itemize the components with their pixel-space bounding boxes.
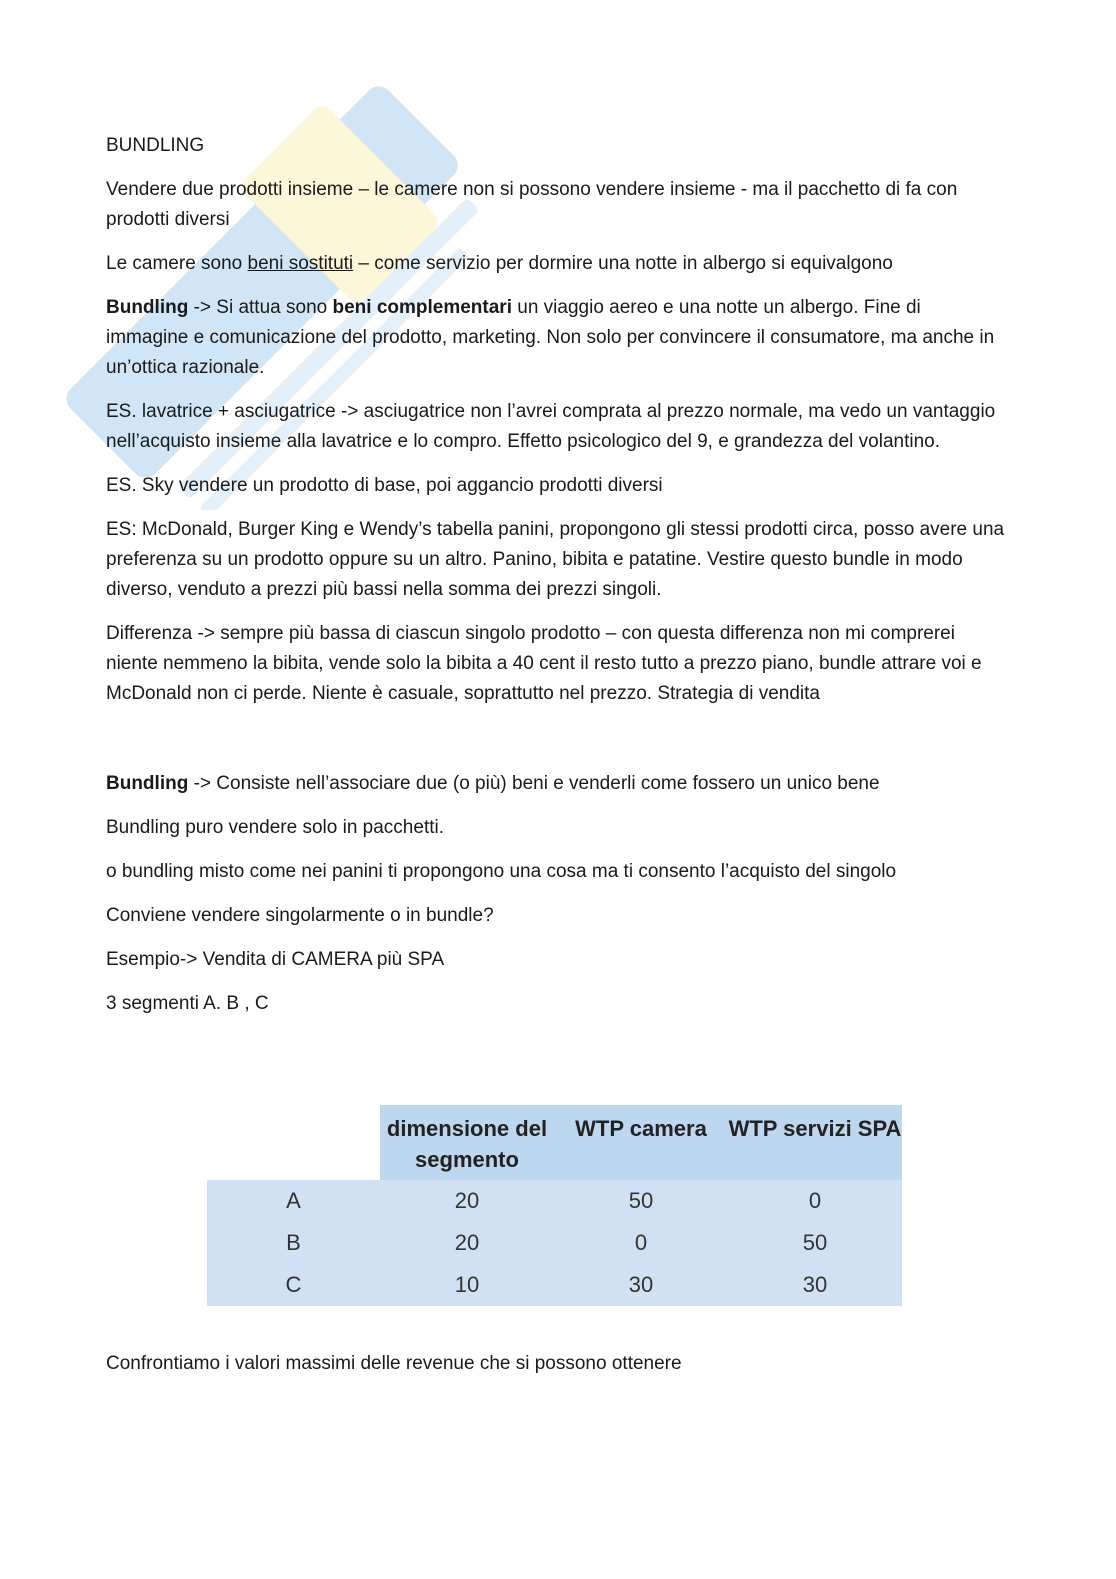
table-cell: 50 bbox=[554, 1180, 728, 1222]
bold-term-complementari: beni complementari bbox=[332, 297, 512, 318]
paragraph-13: 3 segmenti A. B , C bbox=[106, 993, 269, 1014]
wtp-table-container bbox=[207, 1105, 902, 1306]
paragraph-8-text: -> Consiste nell’associare due (o più) beni e venderli come fossero un unico bene bbox=[188, 773, 880, 794]
table-cell: B bbox=[207, 1222, 380, 1264]
paragraph-11: Conviene vendere singolarmente o in bundle? bbox=[106, 905, 494, 926]
paragraph-3-text-end: un viaggio aereo e una notte un albergo. Fine di immagine e comunicazione del prodotto, marketing. Non solo per convincere il consumatore, ma anche in un’ottica razionale. bbox=[106, 297, 995, 378]
table-row bbox=[207, 1264, 902, 1306]
table-cell: C bbox=[207, 1264, 380, 1306]
paragraph-9: Bundling puro vendere solo in pacchetti. bbox=[106, 817, 445, 838]
table-header-cell bbox=[207, 1105, 380, 1180]
wtp-table bbox=[207, 1105, 902, 1306]
table-header-cell: WTP camera bbox=[554, 1105, 728, 1180]
table-cell: 30 bbox=[554, 1264, 728, 1306]
paragraph-1: Vendere due prodotti insieme – le camere non si possono vendere insieme - ma il pacchetto di fa con prodotti diversi bbox=[106, 179, 958, 230]
bold-term-bundling: Bundling bbox=[106, 297, 189, 318]
table-header-cell: WTP servizi SPA bbox=[728, 1105, 902, 1180]
table-header-cell: dimensione del segmento bbox=[380, 1105, 554, 1180]
paragraph-12: Esempio-> Vendita di CAMERA più SPA bbox=[106, 949, 445, 970]
table-cell: 20 bbox=[380, 1222, 554, 1264]
paragraph-3-text: -> Si attua sono bbox=[188, 297, 333, 318]
table-cell: 10 bbox=[380, 1264, 554, 1306]
table-cell: A bbox=[207, 1180, 380, 1222]
underlined-term: beni sostituti bbox=[247, 253, 354, 274]
paragraph-8 bbox=[106, 769, 1006, 799]
paragraph-7: Differenza -> sempre più bassa di ciascun singolo prodotto – con questa differenza non mi comprerei niente nemmeno la bibita, vende solo la bibita a 40 cent il resto tutto a prezzo piano, bundle attrare voi e McDonald non ci perde. Niente è casuale, soprattutto nel prezzo. Strategia di vendita bbox=[106, 623, 982, 704]
table-cell: 20 bbox=[380, 1180, 554, 1222]
paragraph-2 bbox=[106, 249, 1006, 279]
document-heading: BUNDLING bbox=[106, 135, 205, 156]
bold-term-bundling-2: Bundling bbox=[106, 773, 189, 794]
table-cell: 30 bbox=[728, 1264, 902, 1306]
paragraph-10: o bundling misto come nei panini ti propongono una cosa ma ti consento l’acquisto del singolo bbox=[106, 861, 897, 882]
table-row bbox=[207, 1222, 902, 1264]
paragraph-5: ES. Sky vendere un prodotto di base, poi aggancio prodotti diversi bbox=[106, 475, 663, 496]
document-body bbox=[106, 131, 1006, 1033]
paragraph-3 bbox=[106, 293, 1006, 383]
table-header-row bbox=[207, 1105, 902, 1180]
table-cell: 50 bbox=[728, 1222, 902, 1264]
table-cell: 0 bbox=[554, 1222, 728, 1264]
paragraph-4: ES. lavatrice + asciugatrice -> asciugatrice non l’avrei comprata al prezzo normale, ma vedo un vantaggio nell’acquisto insieme alla lavatrice e lo compro. Effetto psicologico del 9, e grandezza del volantino. bbox=[106, 401, 996, 452]
paragraph-2-text: Le camere sono bbox=[106, 253, 248, 274]
table-row bbox=[207, 1180, 902, 1222]
closing-paragraph: Confrontiamo i valori massimi delle revenue che si possono ottenere bbox=[106, 1353, 682, 1374]
paragraph-6: ES: McDonald, Burger King e Wendy’s tabella panini, propongono gli stessi prodotti circa, posso avere una preferenza su un prodotto oppure su un altro. Panino, bibita e patatine. Vestire questo bundle in modo diverso, venduto a prezzi più bassi nella somma dei prezzi singoli. bbox=[106, 519, 1005, 600]
paragraph-2-text-end: – come servizio per dormire una notte in albergo si equivalgono bbox=[353, 253, 893, 274]
table-cell: 0 bbox=[728, 1180, 902, 1222]
